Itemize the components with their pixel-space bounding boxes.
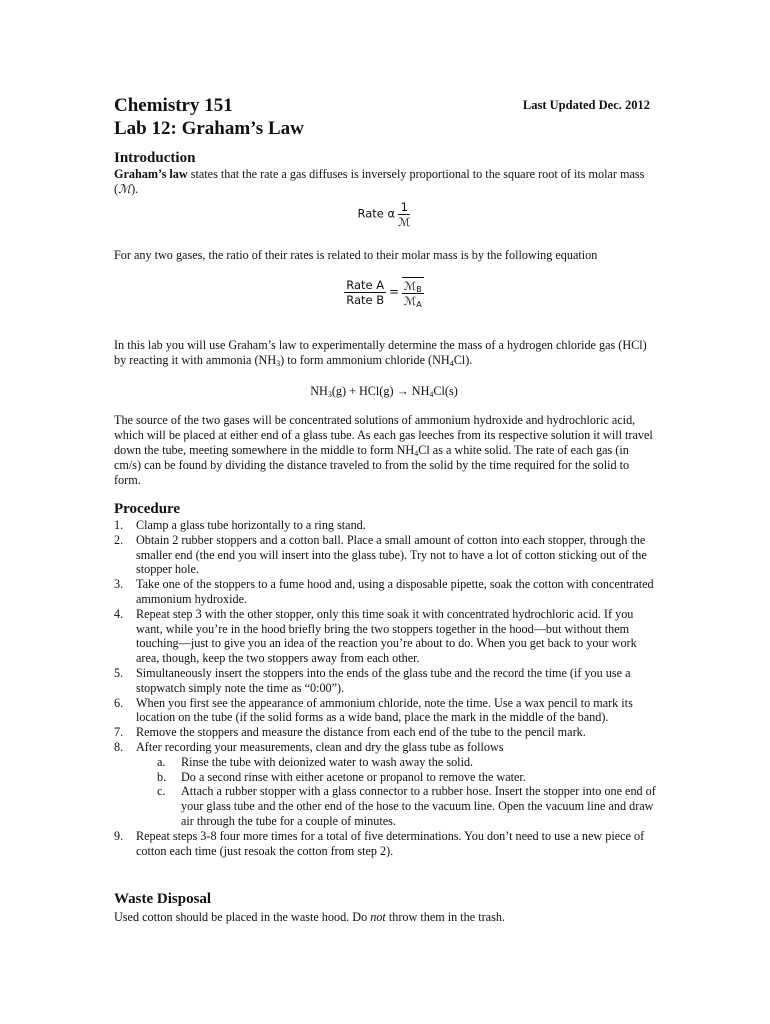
waste-disposal-heading: Waste Disposal — [114, 891, 212, 907]
list-item: 2. Obtain 2 rubber stoppers and a cotton ball. Place a small amount of cotton into each stopper, through the smaller end (the end you will insert into the glass tube). Try not to have a lot of cotton sticking out of the stopper hole. — [114, 532, 647, 577]
grahams-law-term: Graham’s law — [114, 167, 188, 181]
list-item: 6. When you first see the appearance of ammonium chloride, note the time. Use a wax pencil to mark its location on the tube (if the solid forms as a wide band, place the mark in the middle of the band). — [114, 695, 633, 725]
lab-title: Lab 12: Graham’s Law — [114, 118, 304, 139]
list-item: 4. Repeat step 3 with the other stopper, only this time soak it with concentrated hydrochloric acid. If you want, while you’re in the hood briefly bring the two stoppers together in the hood—but without them touching—just to give you an idea of the reaction you’re about to do. When you get back to your work area, though, keep the two stoppers away from each other. — [114, 606, 637, 666]
intro-paragraph-3: In this lab you will use Graham’s law to experimentally determine the mass of a hydrogen chloride gas (HCl) by reacting it with ammonia $(NH_3)$ to form ammonium chloride $(NH_4Cl)$. — [114, 338, 647, 368]
waste-disposal-text: Used cotton should be placed in the waste hood. Do not throw them in the trash. — [114, 910, 505, 924]
rate-ratio-fraction: $\frac{\text{Rate A}}{\text{Rate B}}$ — [346, 278, 385, 307]
procedure-heading: Procedure — [114, 501, 181, 517]
sub-list-item: c. Attach a rubber stopper with a glass connector to a rubber hose. Insert the stopper into one end of your glass tube and the other end of the hose to the vacuum line. Open the vacuum line and draw air through the tube for a couple of minutes. — [157, 784, 656, 828]
equation-rate-ratio: $\frac{\text{Rate A}}{\text{Rate B}}$ = $\frac{ℳ_B}{ℳ_A}$ — [346, 278, 422, 309]
molar-mass-ratio-fraction: $\frac{ℳ_B}{ℳ_A}$ — [403, 279, 422, 309]
list-item: 7. Remove the stoppers and measure the distance from each end of the tube to the pencil mark. — [114, 725, 586, 740]
intro-paragraph-2: For any two gases, the ratio of their rates is related to their molar mass is by the following equation — [114, 248, 598, 262]
list-item: 5. Simultaneously insert the stoppers into the ends of the glass tube and the record the time (if you use a stopwatch simply note the time as “0:00”). — [114, 665, 631, 695]
equation-rate-proportional: Rate α $\frac{1}{\text{ℳ}}$ — [357, 200, 411, 229]
reaction-equation: $NH_3(g) + HCl(g) \to NH_4Cl(s)$ — [310, 384, 458, 399]
cleaning-substeps — [136, 755, 659, 829]
list-item: 3. Take one of the stoppers to a fume hood and, using a disposable pipette, soak the cotton with concentrated ammonium hydroxide. — [114, 577, 654, 606]
list-item: 8. After recording your measurements, clean and dry the glass tube as follows a. Rinse the tube with deionized water to wash away the solid. b. Do a second rinse with either acetone or propanol to remove the water. c. Attach a rubber stopper with a glass connector to a rubber hose. Insert the stopper into one end of your glass tube and the other end of the hose to the vacuum line. Open the vacuum line and draw air through the tube for a couple of minutes. — [114, 740, 659, 829]
molar-mass-symbol: ℳ — [118, 182, 132, 196]
intro-paragraph-1: Graham’s law states that the rate a gas diffuses is inversely proportional to the square root of its molar mass (ℳ). — [114, 167, 645, 196]
sub-list-item: b. Do a second rinse with either acetone or propanol to remove the water. — [157, 769, 526, 784]
title-block — [114, 94, 304, 140]
procedure-list — [114, 518, 659, 858]
intro-paragraph-4: The source of the two gases will be concentrated solutions of ammonium hydroxide and hydrochloric acid, which will be placed at either end of a glass tube. As each gas leeches from its respective solution it will travel down the tube, meeting somewhere in the middle to form $NH_4Cl$ as a white solid. The rate of each gas (in cm/s) can be found by dividing the distance traveled to from the solid by the time required for the solid to form. — [114, 413, 653, 487]
list-item: 9. Repeat steps 3-8 four more times for a total of five determinations. You don’t need to use a new piece of cotton each time (just resoak the cotton from step 2). — [114, 828, 645, 858]
course-title: Chemistry 151 — [114, 95, 233, 116]
list-item: 1. Clamp a glass tube horizontally to a ring stand. — [114, 518, 366, 532]
last-updated: Last Updated Dec. 2012 — [522, 98, 650, 112]
introduction-heading: Introduction — [114, 150, 196, 166]
equation-fraction: $\frac{1}{\text{ℳ}}$ — [398, 200, 411, 229]
sub-list-item: a. Rinse the tube with deionized water to wash away the solid. — [157, 754, 474, 769]
